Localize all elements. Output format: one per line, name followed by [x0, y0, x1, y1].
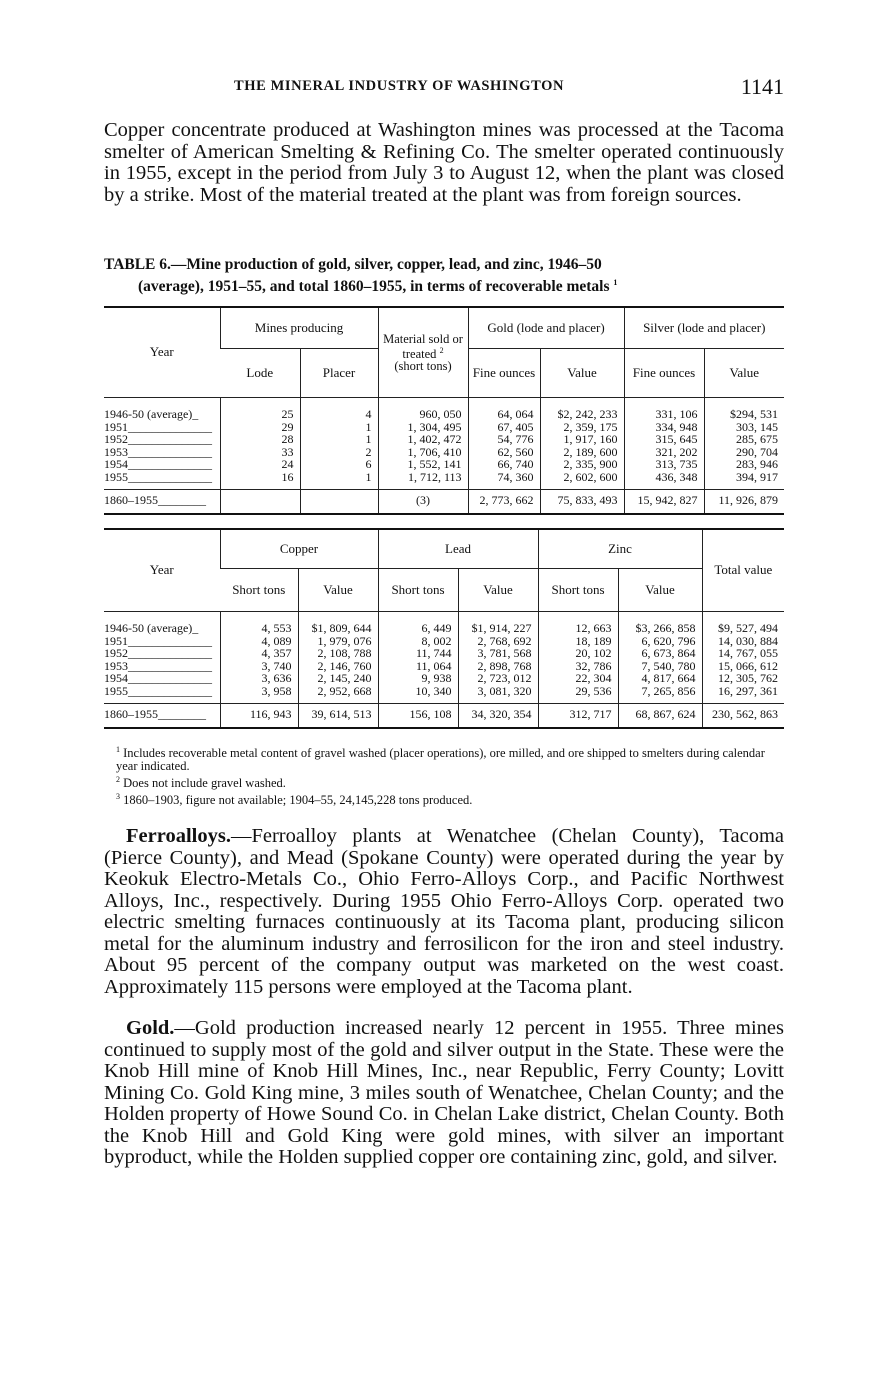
cell-gold-value: $2, 242, 233 — [540, 398, 624, 421]
cell-lead-tons: 9, 938 — [378, 672, 458, 685]
header-zinc-short-tons: Short tons — [538, 569, 618, 612]
table-total-row — [104, 704, 784, 728]
cell-copper-value: $1, 809, 644 — [298, 612, 378, 635]
header-lead: Lead — [378, 529, 538, 569]
cell-lead-value: 2, 898, 768 — [458, 660, 538, 673]
header-lead-value: Value — [458, 569, 538, 612]
cell-zinc-tons: 12, 663 — [538, 612, 618, 635]
cell-total-value: 16, 297, 361 — [702, 685, 784, 704]
cell-copper-tons: 116, 943 — [220, 704, 298, 728]
cell-gold-value: 2, 335, 900 — [540, 458, 624, 471]
footnote-1 — [104, 743, 784, 773]
footnote-3 — [104, 790, 784, 807]
cell-lead-value: 3, 081, 320 — [458, 685, 538, 704]
cell-year: 1951______________ — [104, 633, 212, 648]
cell-gold-ounces: 67, 405 — [468, 421, 540, 434]
cell-zinc-tons: 312, 717 — [538, 704, 618, 728]
cell-lead-tons: 11, 744 — [378, 647, 458, 660]
header-mines-producing: Mines producing — [220, 307, 378, 349]
cell-material: 960, 050 — [378, 398, 468, 421]
cell-copper-tons: 4, 553 — [220, 612, 298, 635]
table-row — [104, 398, 784, 421]
cell-year: 1860–1955________ — [104, 490, 220, 514]
table-row — [104, 672, 784, 685]
cell-copper-tons: 4, 089 — [220, 635, 298, 648]
header-gold-value: Value — [540, 349, 624, 398]
cell-zinc-tons: 22, 304 — [538, 672, 618, 685]
cell-silver-ounces: 321, 202 — [624, 446, 704, 459]
cell-gold-value: 2, 189, 600 — [540, 446, 624, 459]
running-title: THE MINERAL INDUSTRY OF WASHINGTON — [234, 78, 565, 94]
cell-copper-value: 2, 108, 788 — [298, 647, 378, 660]
cell-silver-ounces: 315, 645 — [624, 433, 704, 446]
cell-copper-tons: 3, 636 — [220, 672, 298, 685]
table-row — [104, 647, 784, 660]
cell-total-value: 14, 030, 884 — [702, 635, 784, 648]
cell-placer: 4 — [300, 398, 378, 421]
table-row — [104, 458, 784, 471]
cell-year: 1953______________ — [104, 658, 212, 673]
cell-year: 1952______________ — [104, 432, 212, 446]
cell-placer: 1 — [300, 433, 378, 446]
cell-silver-ounces: 334, 948 — [624, 421, 704, 434]
cell-zinc-value: 6, 673, 864 — [618, 647, 702, 660]
header-silver: Silver (lode and placer) — [624, 307, 784, 349]
running-head — [104, 74, 784, 104]
cell-year: 1953______________ — [104, 444, 212, 459]
footnote-3-mark: 3 — [116, 792, 120, 802]
table-part2 — [104, 528, 784, 729]
cell-lode: 25 — [220, 398, 300, 421]
cell-material: 1, 552, 141 — [378, 458, 468, 471]
ferroalloys-text: —Ferroalloy plants at Wenatchee (Chelan County), Tacoma (Pierce County), and Mead (Spokane County) were operated during the year by Keokuk Electro-Metals Co., Ohio Ferro-Alloys Corp., and Pacific Northwest Alloys, Inc., respectively. During 1955 Ohio Ferro-Alloys Corp. operated two electric smelting furnaces continuously at its Tacoma plant, producing silicon metal for the aluminum industry and ferrosilicon for the iron and steel industry. About 95 percent of the company output was marketed on the west coast. Approximately 115 persons were employed at the Tacoma plant. — [104, 825, 784, 998]
cell-total-value: 14, 767, 055 — [702, 647, 784, 660]
cell-lead-tons: 11, 064 — [378, 660, 458, 673]
cell-silver-ounces: 331, 106 — [624, 398, 704, 421]
cell-silver-value: 285, 675 — [704, 433, 784, 446]
cell-placer: 1 — [300, 471, 378, 490]
header-zinc: Zinc — [538, 529, 702, 569]
footnote-2 — [104, 773, 784, 790]
cell-total-value: 230, 562, 863 — [702, 704, 784, 728]
table-row — [104, 612, 784, 635]
table-total-row — [104, 490, 784, 514]
cell-total-value: 12, 305, 762 — [702, 672, 784, 685]
cell-lode: 33 — [220, 446, 300, 459]
table-title-footnote-mark: 1 — [613, 278, 618, 287]
cell-gold-ounces: 66, 740 — [468, 458, 540, 471]
cell-lead-value: 2, 723, 012 — [458, 672, 538, 685]
cell-zinc-value: $3, 266, 858 — [618, 612, 702, 635]
cell-lode: 28 — [220, 433, 300, 446]
page-number: 1141 — [740, 74, 784, 99]
cell-zinc-value: 4, 817, 664 — [618, 672, 702, 685]
cell-lead-tons: 156, 108 — [378, 704, 458, 728]
cell-material: 1, 706, 410 — [378, 446, 468, 459]
header-total-value: Total value — [702, 529, 784, 612]
cell-silver-ounces: 15, 942, 827 — [624, 490, 704, 514]
cell-gold-ounces: 54, 776 — [468, 433, 540, 446]
header-year: Year — [104, 529, 220, 612]
cell-copper-tons: 4, 357 — [220, 647, 298, 660]
cell-year: 1952______________ — [104, 646, 212, 660]
header-gold-fine-ounces: Fine ounces — [468, 349, 540, 398]
table-title-line1: TABLE 6.—Mine production of gold, silver, copper, lead, and zinc, 1946–50 — [104, 256, 602, 273]
table-row — [104, 685, 784, 704]
cell-year: 1955______________ — [104, 469, 212, 484]
cell-year: 1860–1955________ — [104, 704, 220, 728]
cell-lead-value: 3, 781, 568 — [458, 647, 538, 660]
cell-placer: 2 — [300, 446, 378, 459]
cell-lode — [220, 490, 300, 514]
cell-copper-value: 39, 614, 513 — [298, 704, 378, 728]
cell-silver-value: $294, 531 — [704, 398, 784, 421]
cell-gold-value: 2, 359, 175 — [540, 421, 624, 434]
footnote-2-mark: 2 — [116, 775, 120, 785]
cell-year: 1946-50 (average)_ — [104, 407, 199, 421]
header-year: Year — [104, 307, 220, 398]
cell-silver-ounces: 436, 348 — [624, 471, 704, 490]
gold-heading: Gold. — [126, 1017, 175, 1039]
gold-paragraph — [104, 1018, 784, 1169]
header-material-label: Material sold or treated — [383, 331, 463, 362]
table-title — [104, 256, 784, 296]
header-copper-short-tons: Short tons — [220, 569, 298, 612]
cell-copper-value: 2, 146, 760 — [298, 660, 378, 673]
cell-year: 1954______________ — [104, 457, 212, 471]
header-material-footnote-mark: 2 — [439, 345, 444, 355]
cell-gold-value: 2, 602, 600 — [540, 471, 624, 490]
cell-copper-tons: 3, 958 — [220, 685, 298, 704]
cell-silver-value: 394, 917 — [704, 471, 784, 490]
cell-placer: 1 — [300, 421, 378, 434]
cell-lead-tons: 6, 449 — [378, 612, 458, 635]
cell-lode: 16 — [220, 471, 300, 490]
footnote-1-mark: 1 — [116, 745, 120, 754]
cell-lead-value: 2, 768, 692 — [458, 635, 538, 648]
cell-zinc-value: 7, 265, 856 — [618, 685, 702, 704]
cell-gold-ounces: 62, 560 — [468, 446, 540, 459]
table-part1 — [104, 306, 784, 515]
cell-material: 1, 402, 472 — [378, 433, 468, 446]
cell-lead-value: 34, 320, 354 — [458, 704, 538, 728]
table-row — [104, 471, 784, 490]
cell-copper-value: 2, 145, 240 — [298, 672, 378, 685]
cell-zinc-value: 6, 620, 796 — [618, 635, 702, 648]
intro-paragraph: Copper concentrate produced at Washington mines was processed at the Tacoma smelter of American Smelting & Refining Co. The smelter operated continuously in 1955, except in the period from July 3 to August 12, when the plant was closed by a strike. Most of the material treated at the plant was from foreign sources. — [104, 119, 784, 206]
cell-gold-ounces: 64, 064 — [468, 398, 540, 421]
cell-total-value: $9, 527, 494 — [702, 612, 784, 635]
cell-zinc-value: 7, 540, 780 — [618, 660, 702, 673]
cell-lead-tons: 8, 002 — [378, 635, 458, 648]
cell-total-value: 15, 066, 612 — [702, 660, 784, 673]
cell-copper-value: 2, 952, 668 — [298, 685, 378, 704]
cell-lode: 24 — [220, 458, 300, 471]
cell-year: 1951______________ — [104, 419, 212, 434]
table-title-line2: (average), 1951–55, and total 1860–1955, in terms of recoverable metals — [138, 278, 610, 296]
ferroalloys-heading: Ferroalloys. — [126, 825, 231, 847]
cell-silver-value: 11, 926, 879 — [704, 490, 784, 514]
cell-year: 1955______________ — [104, 683, 212, 698]
header-copper-value: Value — [298, 569, 378, 612]
cell-silver-ounces: 313, 735 — [624, 458, 704, 471]
header-material — [378, 307, 468, 398]
cell-lode: 29 — [220, 421, 300, 434]
table-row — [104, 433, 784, 446]
gold-text: —Gold production increased nearly 12 percent in 1955. Three mines continued to supply most of the gold and silver output in the State. These were the Knob Hill mine of Knob Hill Mines, Inc., near Republic, Ferry County; Lovitt Mining Co. Gold King mine, 3 miles south of Wenatchee, Chelan County; and the Holden property of Howe Sound Co. in Chelan Lake district, Chelan County. Both the Knob Hill and Gold King were gold mines, with silver an important byproduct, while the Holden supplied copper ore containing zinc, gold, and silver. — [104, 1017, 784, 1168]
header-silver-value: Value — [704, 349, 784, 398]
cell-zinc-tons: 20, 102 — [538, 647, 618, 660]
footnote-1-text: Includes recoverable metal content of gravel washed (placer operations), ore milled, and ore shipped to smelters during calendar year indicated. — [116, 746, 765, 774]
cell-copper-tons: 3, 740 — [220, 660, 298, 673]
cell-zinc-value: 68, 867, 624 — [618, 704, 702, 728]
header-copper: Copper — [220, 529, 378, 569]
cell-year: 1954______________ — [104, 671, 212, 685]
cell-placer — [300, 490, 378, 514]
footnote-3-text: 1860–1903, figure not available; 1904–55, 24,145,228 tons produced. — [123, 793, 473, 808]
cell-gold-ounces: 74, 360 — [468, 471, 540, 490]
cell-silver-value: 303, 145 — [704, 421, 784, 434]
cell-material: 1, 712, 113 — [378, 471, 468, 490]
cell-lead-tons: 10, 340 — [378, 685, 458, 704]
cell-year: 1946-50 (average)_ — [104, 621, 199, 635]
header-zinc-value: Value — [618, 569, 702, 612]
ferroalloys-paragraph — [104, 826, 784, 998]
cell-gold-ounces: 2, 773, 662 — [468, 490, 540, 514]
cell-copper-value: 1, 979, 076 — [298, 635, 378, 648]
cell-zinc-tons: 32, 786 — [538, 660, 618, 673]
footnote-2-text: Does not include gravel washed. — [123, 776, 286, 791]
cell-silver-value: 290, 704 — [704, 446, 784, 459]
cell-material: (3) — [378, 490, 468, 514]
cell-lead-value: $1, 914, 227 — [458, 612, 538, 635]
cell-gold-value: 75, 833, 493 — [540, 490, 624, 514]
header-material-unit: (short tons) — [394, 359, 452, 374]
cell-placer: 6 — [300, 458, 378, 471]
header-lode: Lode — [220, 349, 300, 398]
cell-material: 1, 304, 495 — [378, 421, 468, 434]
header-lead-short-tons: Short tons — [378, 569, 458, 612]
cell-zinc-tons: 18, 189 — [538, 635, 618, 648]
cell-gold-value: 1, 917, 160 — [540, 433, 624, 446]
table-footnotes — [104, 743, 784, 807]
header-gold: Gold (lode and placer) — [468, 307, 624, 349]
header-silver-fine-ounces: Fine ounces — [624, 349, 704, 398]
cell-silver-value: 283, 946 — [704, 458, 784, 471]
cell-zinc-tons: 29, 536 — [538, 685, 618, 704]
header-placer: Placer — [300, 349, 378, 398]
